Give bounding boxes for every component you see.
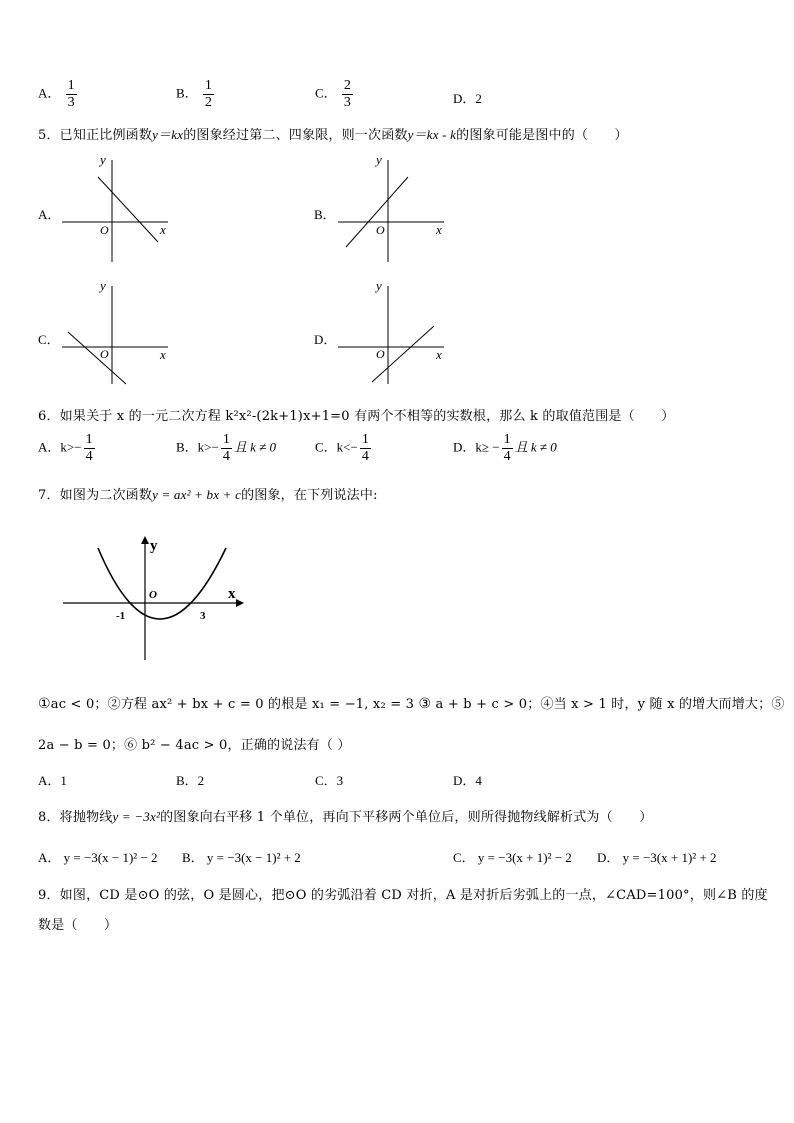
- q5-eq2: y＝kx - k: [407, 127, 457, 142]
- q5-prefix: 5．已知正比例函数: [38, 128, 153, 143]
- x-label: x: [160, 222, 166, 237]
- q8-option-d: D． y = −3(x + 1)² + 2: [597, 850, 717, 865]
- option-letter: B．: [176, 773, 198, 788]
- denominator: 3: [67, 95, 75, 110]
- option-letter: D．: [453, 91, 476, 106]
- q7-option-b: [176, 770, 204, 789]
- option-value: 2: [197, 773, 205, 788]
- q5-graph-a: [60, 152, 175, 264]
- circled-3: ③: [418, 696, 432, 712]
- q7-option-d: [453, 770, 482, 789]
- x-label: x: [436, 347, 442, 362]
- x-axis-arrow: [236, 599, 244, 607]
- option-letter: C．: [315, 773, 337, 788]
- q6-option-b: [176, 432, 276, 465]
- q6-option-a: [38, 432, 97, 465]
- q7-prefix: 7．如图为二次函数: [38, 488, 153, 503]
- option-letter: A．: [38, 773, 61, 788]
- q7-option-a: [38, 770, 67, 789]
- q8-option-b: B． y = −3(x − 1)² + 2: [182, 850, 301, 865]
- option-post: 且 k ≠ 0: [514, 439, 557, 455]
- numerator: 1: [503, 432, 511, 447]
- y-label: y: [100, 152, 106, 167]
- q6-option-d: [453, 432, 557, 465]
- q5-middle: 的图象经过第二、四象限，则一次函数: [183, 128, 408, 143]
- numerator: 1: [361, 432, 369, 447]
- y-label: y: [150, 538, 158, 554]
- q7-statements-line2: 2a − b = 0；⑥ b² − 4ac > 0，正确的说法有（ ）: [38, 738, 351, 753]
- numerator: 2: [343, 78, 351, 93]
- q7-option-c: [315, 770, 343, 789]
- option-letter: A．: [38, 85, 61, 101]
- q8-option-a: A． y = −3(x − 1)² − 2: [38, 850, 158, 865]
- denominator: 4: [85, 449, 93, 464]
- q4-option-d: [453, 88, 482, 107]
- fraction: [221, 432, 232, 465]
- option-pre: k>−: [60, 439, 82, 455]
- q7-stem: [38, 484, 378, 503]
- q5-stem: [38, 124, 628, 143]
- origin-label: O: [100, 223, 109, 237]
- numerator: 1: [67, 78, 75, 93]
- q4-option-c: [315, 78, 355, 111]
- q8-stem: [38, 806, 652, 825]
- q7-parabola-graph: [58, 530, 248, 665]
- statements-3-5: a + b + c > 0；④当 x > 1 时，y 随 x 的增大而增大；⑤: [435, 697, 785, 712]
- q6-stem: 6．如果关于 x 的一元二次方程 k²x²-(2k+1)x+1=0 有两个不相等的实数根，那么 k 的取值范围是（ ）: [38, 409, 675, 424]
- fraction: [502, 432, 513, 465]
- statements-1-2: ac < 0；②方程 ax² + bx + c = 0 的根是 x₁ = −1, x₂ = 3: [50, 697, 415, 712]
- fraction: [66, 78, 77, 111]
- q5-graph-c: [60, 280, 175, 388]
- denominator: 4: [361, 449, 369, 464]
- option-letter: D．: [453, 773, 476, 788]
- x-label: x: [160, 347, 166, 362]
- fraction: [84, 432, 95, 465]
- fraction: [360, 432, 371, 465]
- q5-option-a-label: A．: [38, 207, 61, 222]
- origin-label: O: [376, 223, 385, 237]
- q8-eq: y = −3x²: [112, 809, 161, 824]
- q8-prefix: 8．将抛物线: [38, 810, 113, 825]
- q5-option-c-label: C．: [38, 332, 60, 347]
- q4-option-a: [38, 78, 79, 111]
- q5-option-d-label: D．: [314, 332, 337, 347]
- y-label: y: [376, 280, 382, 293]
- q9-stem-line2: 数是（ ）: [38, 918, 118, 933]
- numerator: 1: [85, 432, 93, 447]
- q5-graph-d: [336, 280, 451, 388]
- fraction: [203, 78, 214, 111]
- option-value: 3: [336, 773, 344, 788]
- circled-1: ①: [38, 696, 51, 712]
- q8-suffix: 的图象向右平移 1 个单位，再向下平移两个单位后，则所得抛物线解析式为（ ）: [160, 810, 653, 825]
- q4-option-b: [176, 78, 216, 111]
- option-pre: k<−: [336, 439, 358, 455]
- option-letter: B．: [176, 439, 198, 455]
- q9-stem-line1: 9．如图，CD 是⊙O 的弦，O 是圆心，把⊙O 的劣弧沿着 CD 对折，A 是对折后劣弧上的一点，∠CAD=100°，则∠B 的度: [38, 888, 768, 903]
- three-label: 3: [200, 610, 206, 622]
- option-letter: A．: [38, 439, 61, 455]
- option-value: 2: [475, 91, 482, 106]
- option-letter: C．: [315, 439, 337, 455]
- denominator: 4: [222, 449, 230, 464]
- origin-label: O: [149, 589, 157, 601]
- q8-option-c: C． y = −3(x + 1)² − 2: [453, 850, 572, 865]
- option-letter: C．: [315, 85, 337, 101]
- option-pre: k>−: [197, 439, 219, 455]
- neg1-label: -1: [116, 610, 126, 622]
- parabola-curve: [98, 548, 226, 619]
- q5-graph-b: [336, 152, 451, 264]
- q7-statements-line1: [38, 693, 785, 712]
- origin-label: O: [376, 347, 385, 361]
- y-label: y: [100, 280, 106, 293]
- q5-eq1: y＝kx: [152, 127, 184, 142]
- origin-label: O: [100, 347, 109, 361]
- function-line: [68, 332, 126, 384]
- x-label: x: [436, 222, 442, 237]
- q5-suffix: 的图象可能是图中的（ ）: [456, 128, 628, 143]
- y-label: y: [376, 152, 382, 167]
- option-post: 且 k ≠ 0: [233, 439, 276, 455]
- q7-suffix: 的图象，在下列说法中:: [241, 488, 378, 503]
- option-letter: D．: [453, 439, 476, 455]
- denominator: 4: [503, 449, 511, 464]
- denominator: 2: [204, 95, 212, 110]
- q5-option-b-label: B．: [314, 207, 336, 222]
- option-value: 1: [60, 773, 67, 788]
- numerator: 1: [204, 78, 212, 93]
- fraction: [342, 78, 353, 111]
- numerator: 1: [222, 432, 230, 447]
- option-pre: k≥ −: [475, 439, 500, 455]
- y-axis-arrow: [141, 536, 149, 544]
- q7-eq: y = ax² + bx + c: [152, 487, 242, 502]
- option-letter: B．: [176, 85, 198, 101]
- denominator: 3: [343, 95, 351, 110]
- q6-option-c: [315, 432, 373, 465]
- option-value: 4: [475, 773, 482, 788]
- x-label: x: [228, 586, 236, 602]
